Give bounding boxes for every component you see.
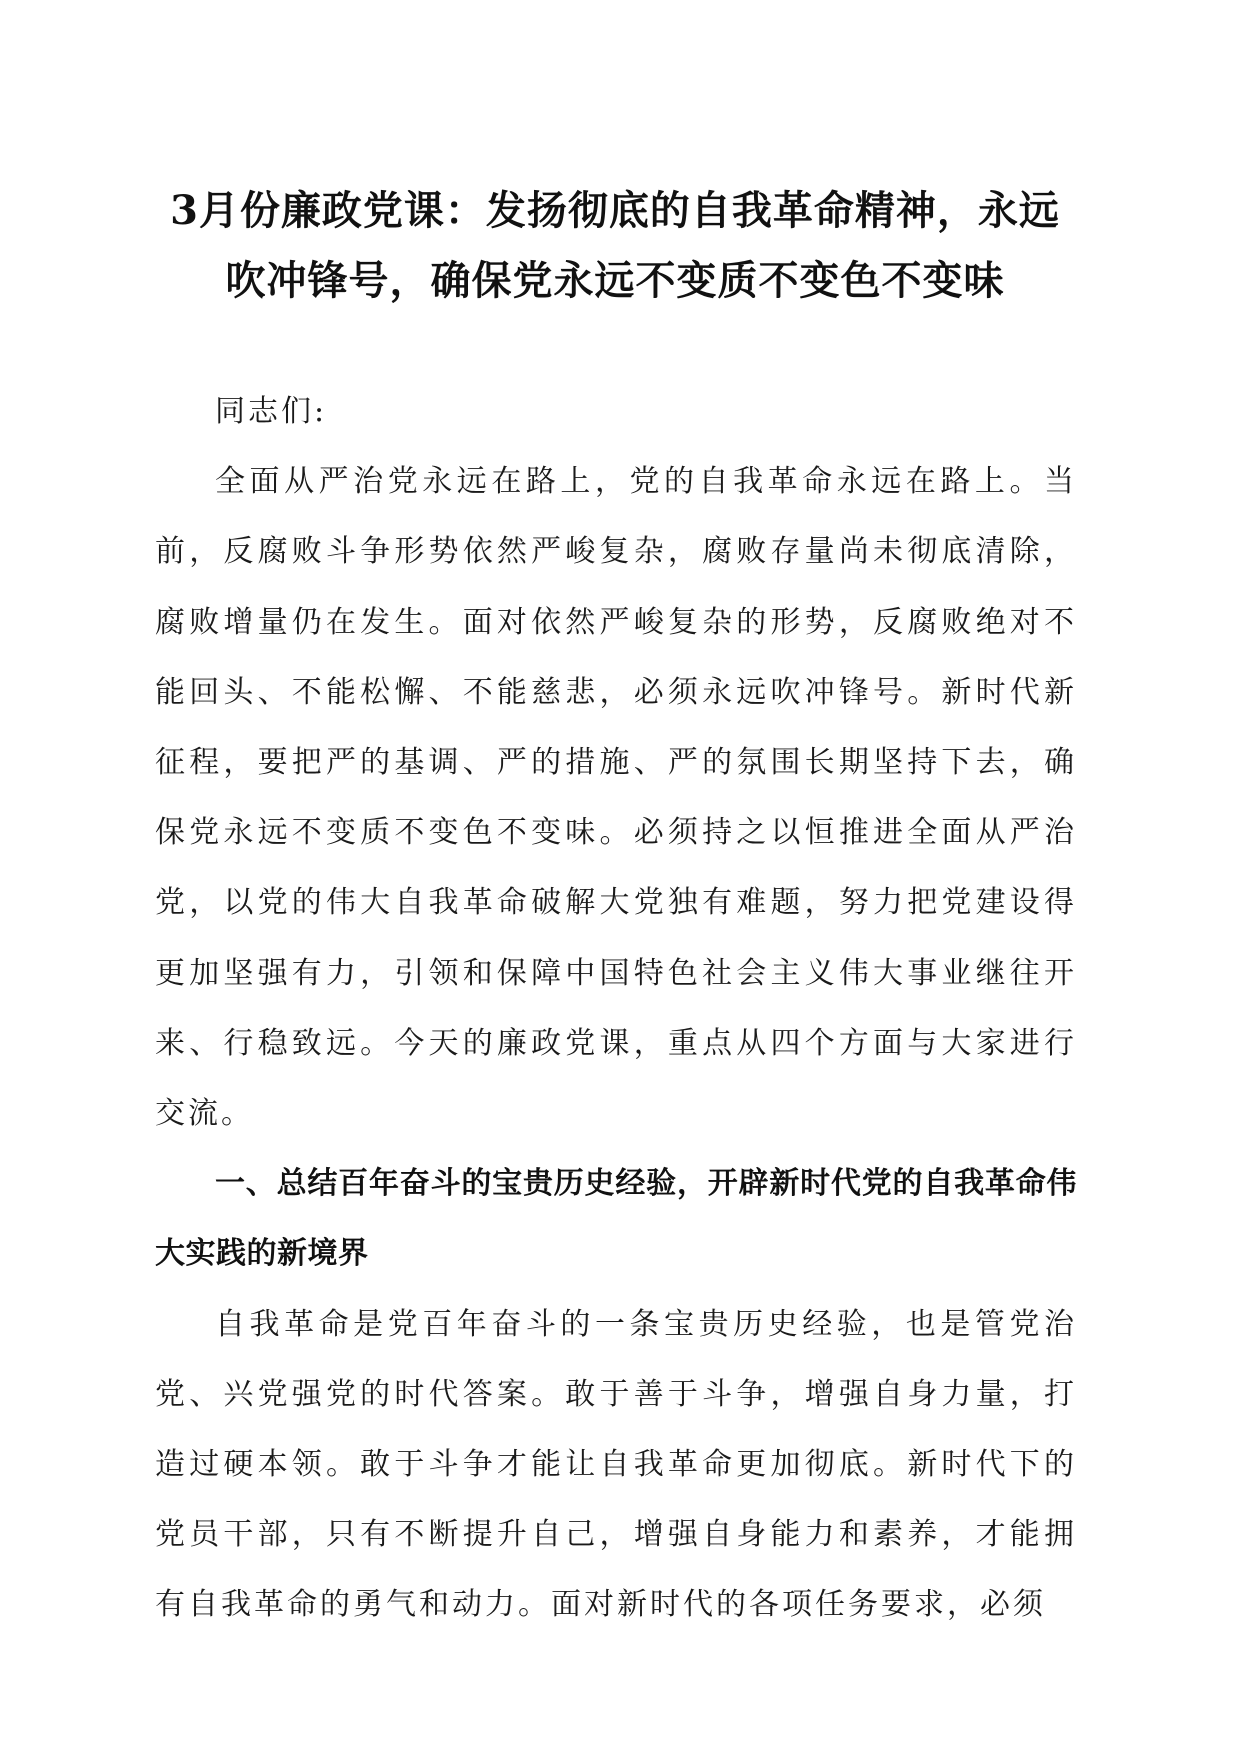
document-body (155, 377, 1077, 1641)
section-heading: 一、总结百年奋斗的宝贵历史经验，开辟新时代党的自我革命伟大实践的新境界 (155, 1166, 1077, 1272)
intro-paragraph: 全面从严治党永远在路上，党的自我革命永远在路上。当前，反腐败斗争形势依然严峻复杂，腐败存量尚未彻底清除，腐败增量仍在发生。面对依然严峻复杂的形势，反腐败绝对不能回头、不能松懈、不能慈悲，必须永远吹冲锋号。新时代新征程，要把严的基调、严的措施、严的氛围长期坚持下去，确保党永远不变质不变色不变味。必须持之以恒推进全面从严治党，以党的伟大自我革命破解大党独有难题，努力把党建设得更加坚强有力，引领和保障中国特色社会主义伟大事业继往开来、行稳致远。今天的廉政党课，重点从四个方面与大家进行交流。 (155, 464, 1077, 1132)
salutation: 同志们: (215, 394, 328, 429)
section-paragraph: 自我革命是党百年奋斗的一条宝贵历史经验，也是管党治党、兴党强党的时代答案。敢于善于斗争，增强自身力量，打造过硬本领。敢于斗争才能让自我革命更加彻底。新时代下的党员干部，只有不断提升自己，增强自身能力和素养，才能拥有自我革命的勇气和动力。面对新时代的各项任务要求，必须 (155, 1306, 1077, 1623)
document-title: 3月份廉政党课：发扬彻底的自我革命精神，永远吹冲锋号，确保党永远不变质不变色不变味 (170, 187, 1060, 304)
